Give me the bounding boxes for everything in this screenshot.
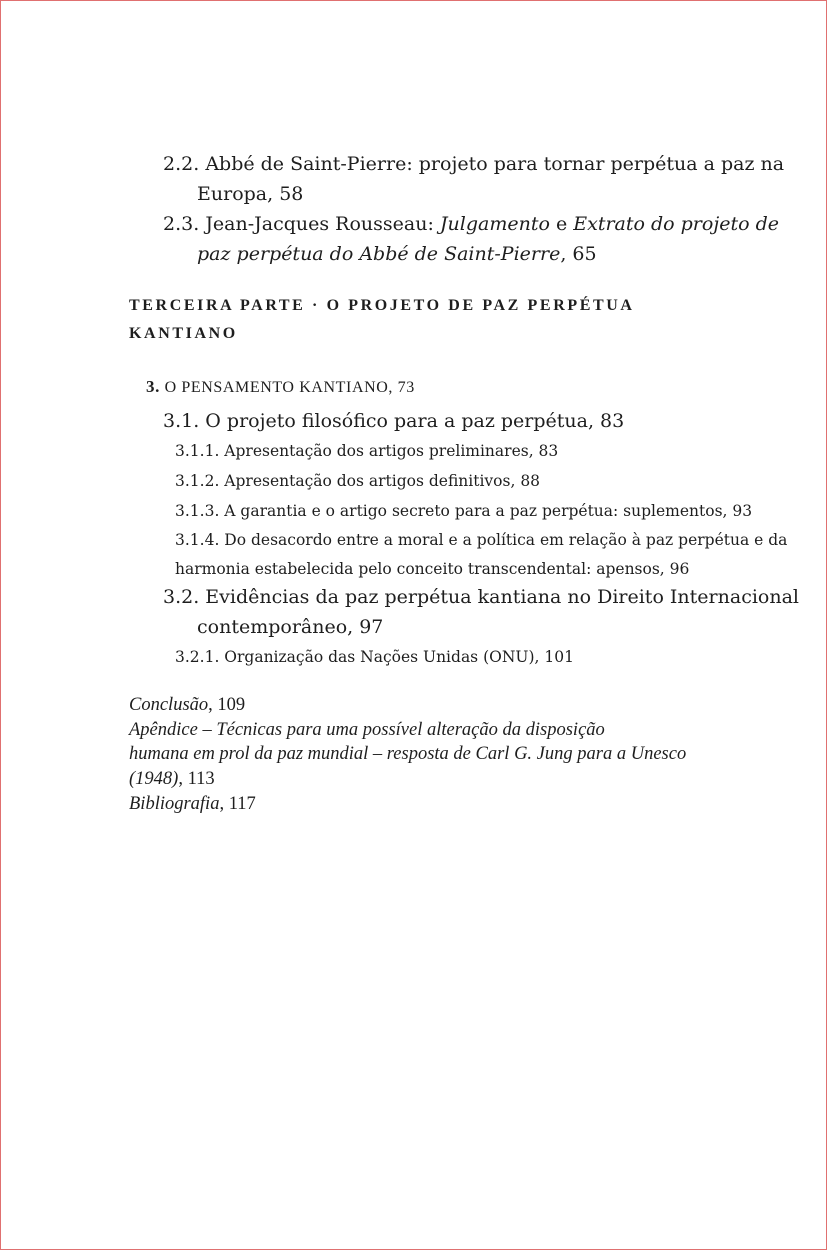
chapter-3-page: , 73 — [388, 379, 415, 396]
toc-entry-3-1-2: 3.1.2. Apresentação dos artigos definitivos, 88 — [175, 472, 541, 490]
toc-entry-3-2-line2: contemporâneo, 97 — [197, 616, 384, 638]
chapter-3-number: 3. — [146, 377, 160, 396]
toc-entry-2-2-title: Abbé de Saint-Pierre: projeto para tornar perpétua a paz na — [205, 153, 785, 175]
toc-apendice-line1 — [129, 720, 605, 741]
toc-entry-2-3-line2 — [197, 243, 597, 265]
toc-entry-3-2-1: 3.2.1. Organização das Nações Unidas (ONU), 101 — [175, 648, 574, 666]
toc-entry-3-1: 3.1. O projeto filosófico para a paz perpétua, 83 — [163, 410, 625, 432]
toc-conclusao-title: Conclusão — [129, 695, 209, 715]
toc-entry-2-2 — [163, 153, 784, 175]
toc-bibliografia-page: , 117 — [219, 794, 256, 814]
chapter-3-title: O PENSAMENTO KANTIANO — [164, 379, 389, 396]
toc-apendice-year: (1948) — [129, 769, 179, 789]
toc-entry-2-3-italic-1: Julgamento — [439, 213, 550, 235]
toc-apendice-page: , 113 — [178, 769, 215, 789]
toc-entry-3-1-3: 3.1.3. A garantia e o artigo secreto para a paz perpétua: suplementos, 93 — [175, 502, 753, 520]
part-heading-line1: TERCEIRA PARTE · O PROJETO DE PAZ PERPÉTUA — [129, 297, 635, 314]
toc-apendice-line2 — [129, 744, 686, 765]
part-heading-line2: KANTIANO — [129, 325, 238, 342]
toc-entry-3-1-4-line1: 3.1.4. Do desacordo entre a moral e a política em relação à paz perpétua e da — [175, 531, 788, 549]
toc-entry-2-3-prefix: Jean-Jacques Rousseau: — [205, 213, 440, 235]
toc-bibliografia-title: Bibliografia — [129, 794, 220, 814]
toc-apendice-line1-text: Apêndice – Técnicas para uma possível alteração da disposição — [129, 720, 605, 740]
toc-entry-2-3 — [163, 213, 779, 235]
chapter-3-heading — [146, 377, 415, 397]
toc-entry-2-2-line1: 2.2. — [163, 153, 200, 175]
toc-entry-2-3-page: , 65 — [560, 243, 597, 265]
toc-entry-2-3-line2-italic: paz perpétua do Abbé de Saint-Pierre — [197, 243, 561, 265]
toc-entry-2-3-italic-2: Extrato do projeto de — [573, 213, 779, 235]
toc-apendice-line2-text: humana em prol da paz mundial – resposta de Carl G. Jung para a Unesco — [129, 744, 687, 764]
toc-entry-3-2-line1: 3.2. Evidências da paz perpétua kantiana no Direito Internacional — [163, 586, 799, 608]
toc-apendice-line3 — [129, 769, 215, 790]
toc-entry-2-3-mid: e — [549, 213, 574, 235]
toc-entry-3-1-1: 3.1.1. Apresentação dos artigos preliminares, 83 — [175, 442, 559, 460]
toc-conclusao — [129, 695, 245, 716]
toc-bibliografia — [129, 794, 256, 815]
toc-conclusao-page: , 109 — [208, 695, 246, 715]
toc-entry-2-2-line2: Europa, 58 — [197, 183, 304, 205]
toc-entry-2-3-number: 2.3. — [163, 213, 200, 235]
toc-entry-3-1-4-line2: harmonia estabelecida pelo conceito transcendental: apensos, 96 — [175, 560, 690, 578]
